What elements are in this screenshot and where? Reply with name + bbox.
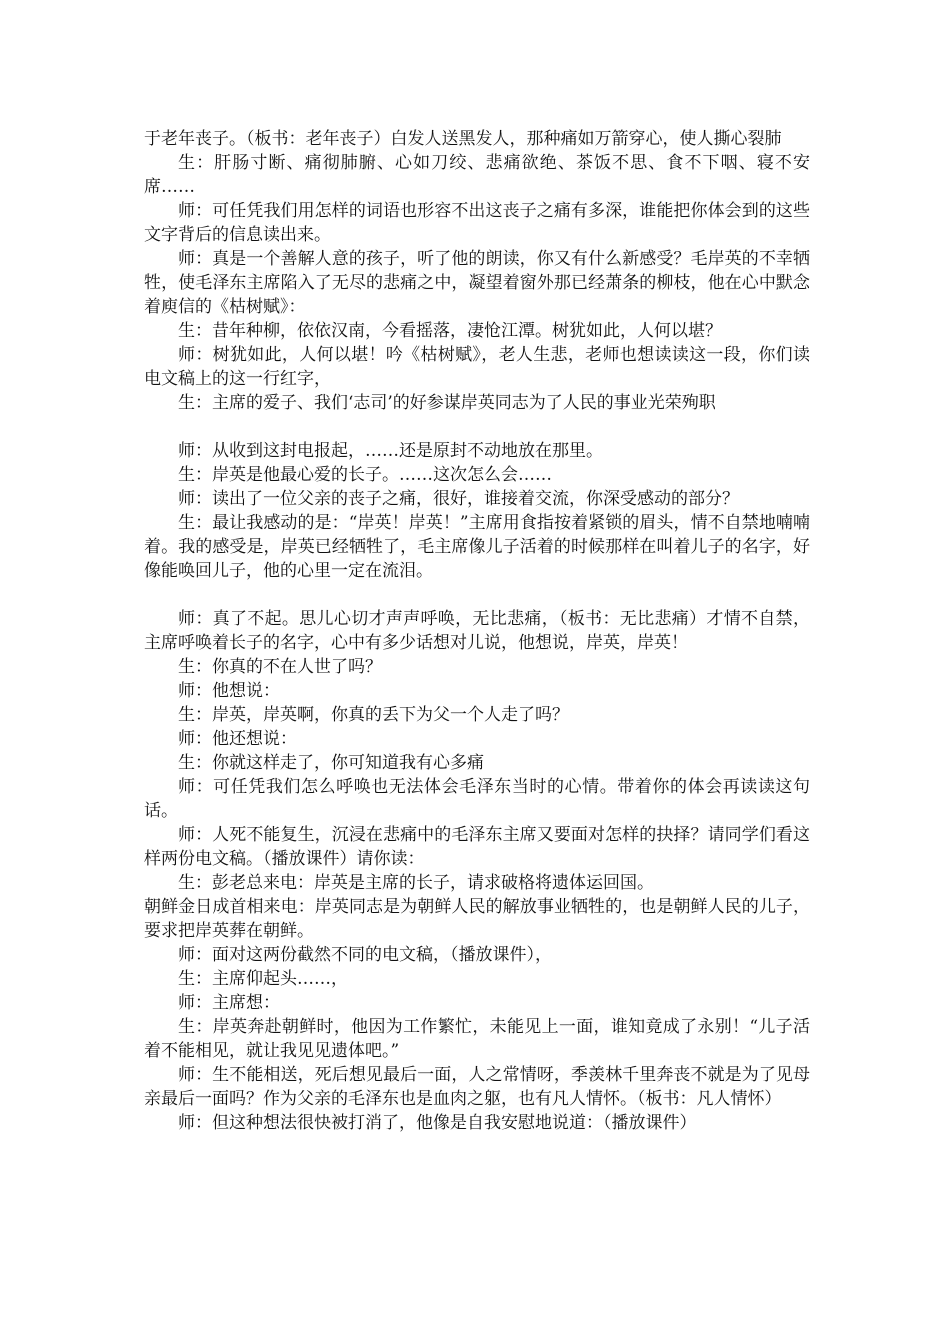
paragraph-7: 生：主席的爱子、我们‘志司’的好参谋岸英同志为了人民的事业光荣殉职 (178, 393, 716, 413)
paragraph-19: 师：人死不能复生，沉浸在悲痛中的毛泽东主席又要面对怎样的抉择？请同学们看这样两份电文稿。（播放课件）请你读： (144, 825, 810, 869)
paragraph-14: 师：他想说： (178, 681, 280, 701)
paragraph-22: 师：面对这两份截然不同的电文稿，（播放课件）， (178, 945, 552, 965)
paragraph-15: 生：岸英，岸英啊，你真的丢下为父一个人走了吗？ (178, 705, 569, 725)
paragraph-24: 师：主席想： (178, 993, 280, 1013)
blank-line (144, 415, 810, 439)
paragraph-6: 师：树犹如此，人何以堪！吟《枯树赋》，老人生悲，老师也想读读这一段，你们读电文稿上的这一行红字， (144, 345, 810, 389)
document-body (144, 127, 810, 1135)
paragraph-16: 师：他还想说： (178, 729, 297, 749)
paragraph-18: 师：可任凭我们怎么呼唤也无法体会毛泽东当时的心情。带着你的体会再读读这句话。 (144, 777, 810, 821)
paragraph-9: 生：岸英是他最心爱的长子。……这次怎么会…… (178, 465, 552, 485)
paragraph-2: 生：肝肠寸断、痛彻肺腑、心如刀绞、悲痛欲绝、茶饭不思、食不下咽、寝不安席…… (144, 153, 810, 197)
paragraph-4: 师：真是一个善解人意的孩子，听了他的朗读，你又有什么新感受？毛岸英的不幸牺牲，使毛泽东主席陷入了无尽的悲痛之中，凝望着窗外那已经萧条的柳枝，他在心中默念着庾信的《枯树赋》： (144, 249, 810, 317)
paragraph-12: 师：真了不起。思儿心切才声声呼唤，无比悲痛，（板书：无比悲痛）才情不自禁，主席呼唤着长子的名字，心中有多少话想对儿说，他想说，岸英，岸英！ (144, 609, 810, 653)
paragraph-11: 生：最让我感动的是：“岸英！岸英！”主席用食指按着紧锁的眉头，情不自禁地喃喃着。我的感受是，岸英已经牺牲了，毛主席像儿子活着的时候那样在叫着儿子的名字，好像能唤回儿子，他的心里一定在流泪。 (144, 513, 810, 581)
blank-line (144, 583, 810, 607)
paragraph-1: 于老年丧子。（板书：老年丧子）白发人送黑发人，那种痛如万箭穿心，使人撕心裂肺 (144, 129, 782, 149)
paragraph-10: 师：读出了一位父亲的丧子之痛，很好，谁接着交流，你深受感动的部分？ (178, 489, 739, 509)
paragraph-25: 生：岸英奔赴朝鲜时，他因为工作繁忙，未能见上一面，谁知竟成了永别！“儿子活着不能相见，就让我见见遗体吧。” (144, 1017, 810, 1061)
paragraph-13: 生：你真的不在人世了吗？ (178, 657, 382, 677)
paragraph-20: 生：彭老总来电：岸英是主席的长子，请求破格将遗体运回国。 (178, 873, 654, 893)
paragraph-27: 师：但这种想法很快被打消了，他像是自我安慰地说道：（播放课件） (178, 1113, 697, 1133)
paragraph-5: 生：昔年种柳，依依汉南，今看摇落，凄怆江潭。树犹如此，人何以堪？ (178, 321, 722, 341)
paragraph-23: 生：主席仰起头……， (178, 969, 348, 989)
paragraph-17: 生：你就这样走了，你可知道我有心多痛 (178, 753, 484, 773)
paragraph-8: 师：从收到这封电报起，……还是原封不动地放在那里。 (178, 441, 603, 461)
paragraph-26: 师：生不能相送，死后想见最后一面，人之常情呀，季羡林千里奔丧不就是为了见母亲最后一面吗？作为父亲的毛泽东也是血肉之躯，也有凡人情怀。（板书：凡人情怀） (144, 1065, 810, 1109)
paragraph-3: 师：可任凭我们用怎样的词语也形容不出这丧子之痛有多深，谁能把你体会到的这些文字背后的信息读出来。 (144, 201, 810, 245)
paragraph-21: 朝鲜金日成首相来电：岸英同志是为朝鲜人民的解放事业牺牲的，也是朝鲜人民的儿子，要求把岸英葬在朝鲜。 (144, 897, 810, 941)
